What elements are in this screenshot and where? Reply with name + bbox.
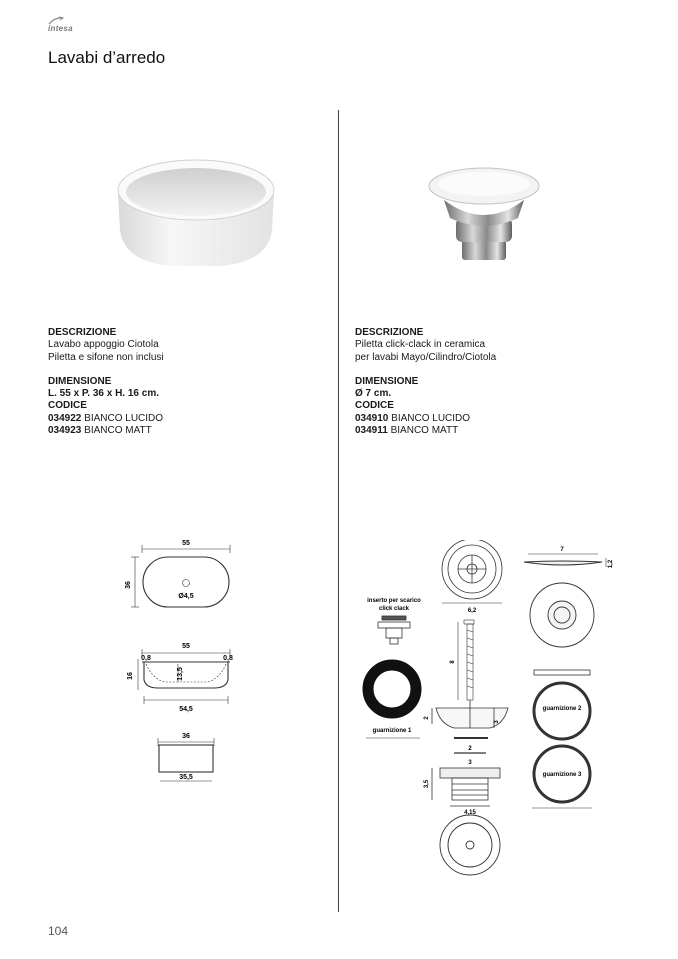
left-desc-heading: DESCRIZIONE [48,327,117,338]
code-number: 034911 [355,425,388,437]
dim-screw-length: 8 [450,660,456,664]
code-finish: BIANCO MATT [390,425,459,437]
left-desc-line-2: Piletta e sifone non inclusi [48,351,164,363]
right-code-row-2 [355,425,645,437]
dim-side-left-wall: 0,8 [141,655,151,662]
dim-cap-width: 7 [560,547,564,553]
drain-top-view [442,540,502,603]
dim-side-inner-width: 54,5 [179,706,193,713]
page-number: 104 [48,924,69,938]
drain-screw [458,620,474,700]
dim-body-height: 3,5 [424,779,430,789]
insert-label-line-1: inserto per scarico [367,598,421,604]
dim-side-inner-height: 13,5 [177,667,184,681]
dim-drain-top-diameter: 6,2 [467,608,477,614]
left-dim-heading: DIMENSIONE [48,375,112,387]
drain-cap-side-view [524,554,606,567]
dim-side-height: 16 [127,672,134,680]
drain-technical-drawing [358,540,620,880]
left-product-info [48,327,328,437]
washbasin-photo [110,150,280,275]
drain-bottom-view [440,815,500,875]
code-number: 034910 [355,412,389,424]
code-finish: BIANCO LUCIDO [391,412,471,424]
gasket-2-label: guarnizione 2 [542,706,582,712]
right-dim-heading: DIMENSIONE [355,375,419,387]
dim-3: 3 [468,760,472,766]
insert-label-line-2: click clack [378,606,410,612]
column-divider [338,110,339,912]
brand-logo: intesa [48,24,73,33]
washbasin-side-view [138,649,230,704]
right-desc-heading: DESCRIZIONE [355,327,424,338]
right-code-row-1 [355,413,645,425]
right-desc-line-2: per lavabi Mayo/Cilindro/Ciotola [355,351,497,363]
click-clack-insert [378,616,410,644]
left-dim-value: L. 55 x P. 36 x H. 16 cm. [48,388,159,400]
washbasin-technical-drawing [118,530,258,800]
dim-front-top: 36 [182,733,190,740]
gasket-1-label: guarnizione 1 [372,728,412,734]
left-code-row-2 [48,425,328,437]
drain-cap-top-view [530,583,594,647]
gasket-2 [534,670,590,739]
dim-body-right: 3 [494,720,500,724]
right-desc-line-1: Piletta click-clack in ceramica [355,339,486,351]
left-code-heading: CODICE [48,400,87,412]
code-number: 034922 [48,412,82,424]
left-code-row-1 [48,413,328,425]
right-product-info [355,327,645,437]
page-title: Lavabi d’arredo [48,48,166,67]
dim-side-right-wall: 0,8 [223,655,233,662]
drain-body [432,700,508,738]
right-code-heading: CODICE [355,400,394,412]
dim-body-left: 2 [424,716,430,720]
dim-top-width: 55 [182,540,190,547]
dim-hole: Ø4,5 [178,593,194,600]
dim-cap-height: 1,2 [608,559,614,569]
code-finish: BIANCO MATT [84,425,152,437]
drain-photo [420,160,550,270]
code-finish: BIANCO LUCIDO [84,412,164,424]
gasket-3-label: guarnizione 3 [542,772,582,778]
right-dim-value: Ø 7 cm. [355,388,392,400]
dim-2: 2 [468,746,472,752]
dim-body-width: 4,15 [464,810,476,816]
left-desc-line-1: Lavabo appoggio Ciotola [48,339,159,351]
code-number: 034923 [48,425,82,437]
dim-side-width: 55 [182,643,190,650]
drain-lower-body [432,768,500,806]
gasket-1 [368,665,416,713]
dim-top-depth: 36 [125,581,132,589]
dim-front-bottom: 35,5 [179,774,193,781]
